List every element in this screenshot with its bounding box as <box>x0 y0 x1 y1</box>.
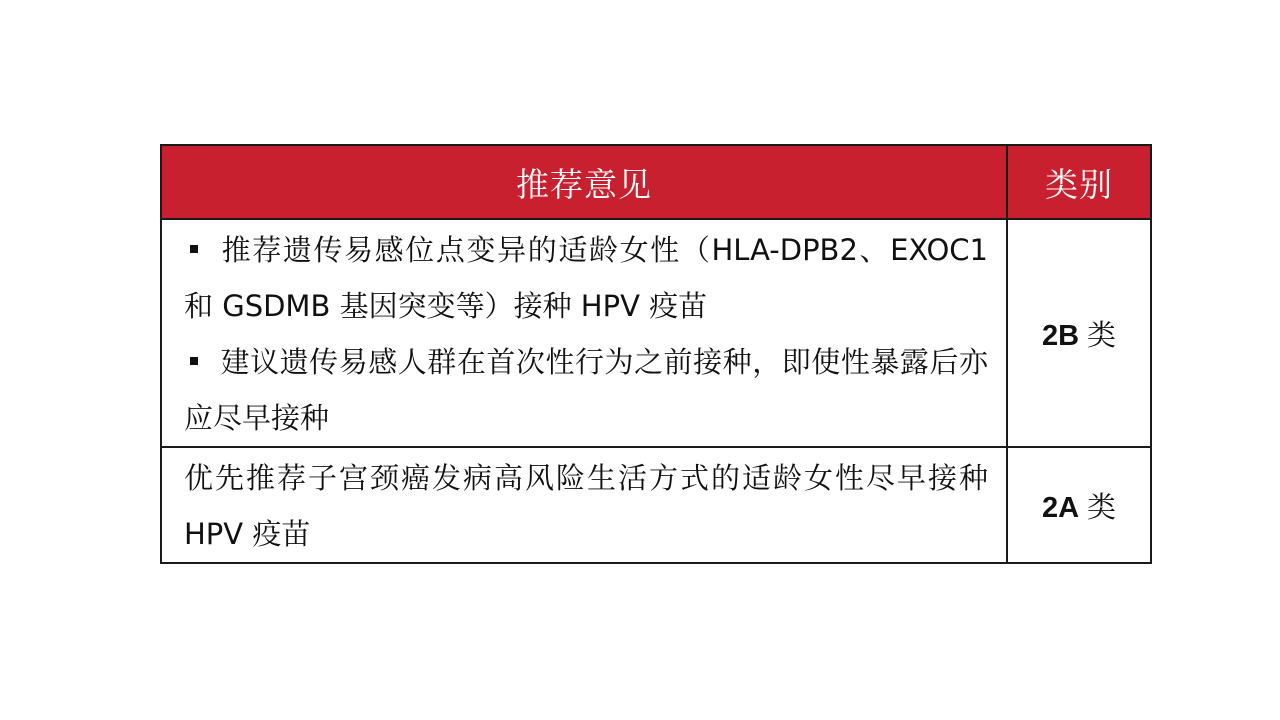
recommendation-cell <box>161 219 1007 447</box>
header-recommendation: 推荐意见 <box>161 145 1007 219</box>
recommendation-text: 建议遗传易感人群在首次性行为之前接种，即使性暴露后亦应尽早接种 <box>184 345 988 435</box>
list-item <box>184 222 988 334</box>
recommendation-text: 推荐遗传易感位点变异的适龄女性（HLA-DPB2、EXOC1 和 GSDMB 基因突变等）接种 HPV 疫苗 <box>184 233 988 323</box>
table-row <box>161 447 1151 563</box>
category-suffix: 类 <box>1087 489 1117 524</box>
recommendation-cell <box>161 447 1007 563</box>
category-cell <box>1007 447 1151 563</box>
category-cell <box>1007 219 1151 447</box>
header-category: 类别 <box>1007 145 1151 219</box>
table-row <box>161 219 1151 447</box>
recommendation-text: 优先推荐子宫颈癌发病高风险生活方式的适龄女性尽早接种 HPV 疫苗 <box>184 461 988 551</box>
category-code: 2A <box>1041 491 1080 524</box>
bullet-icon <box>190 357 198 365</box>
table-header-row <box>161 145 1151 219</box>
bullet-icon <box>190 245 198 253</box>
list-item <box>184 334 988 446</box>
recommendation-table <box>160 144 1152 564</box>
category-code: 2B <box>1041 319 1080 352</box>
category-suffix: 类 <box>1087 317 1117 352</box>
